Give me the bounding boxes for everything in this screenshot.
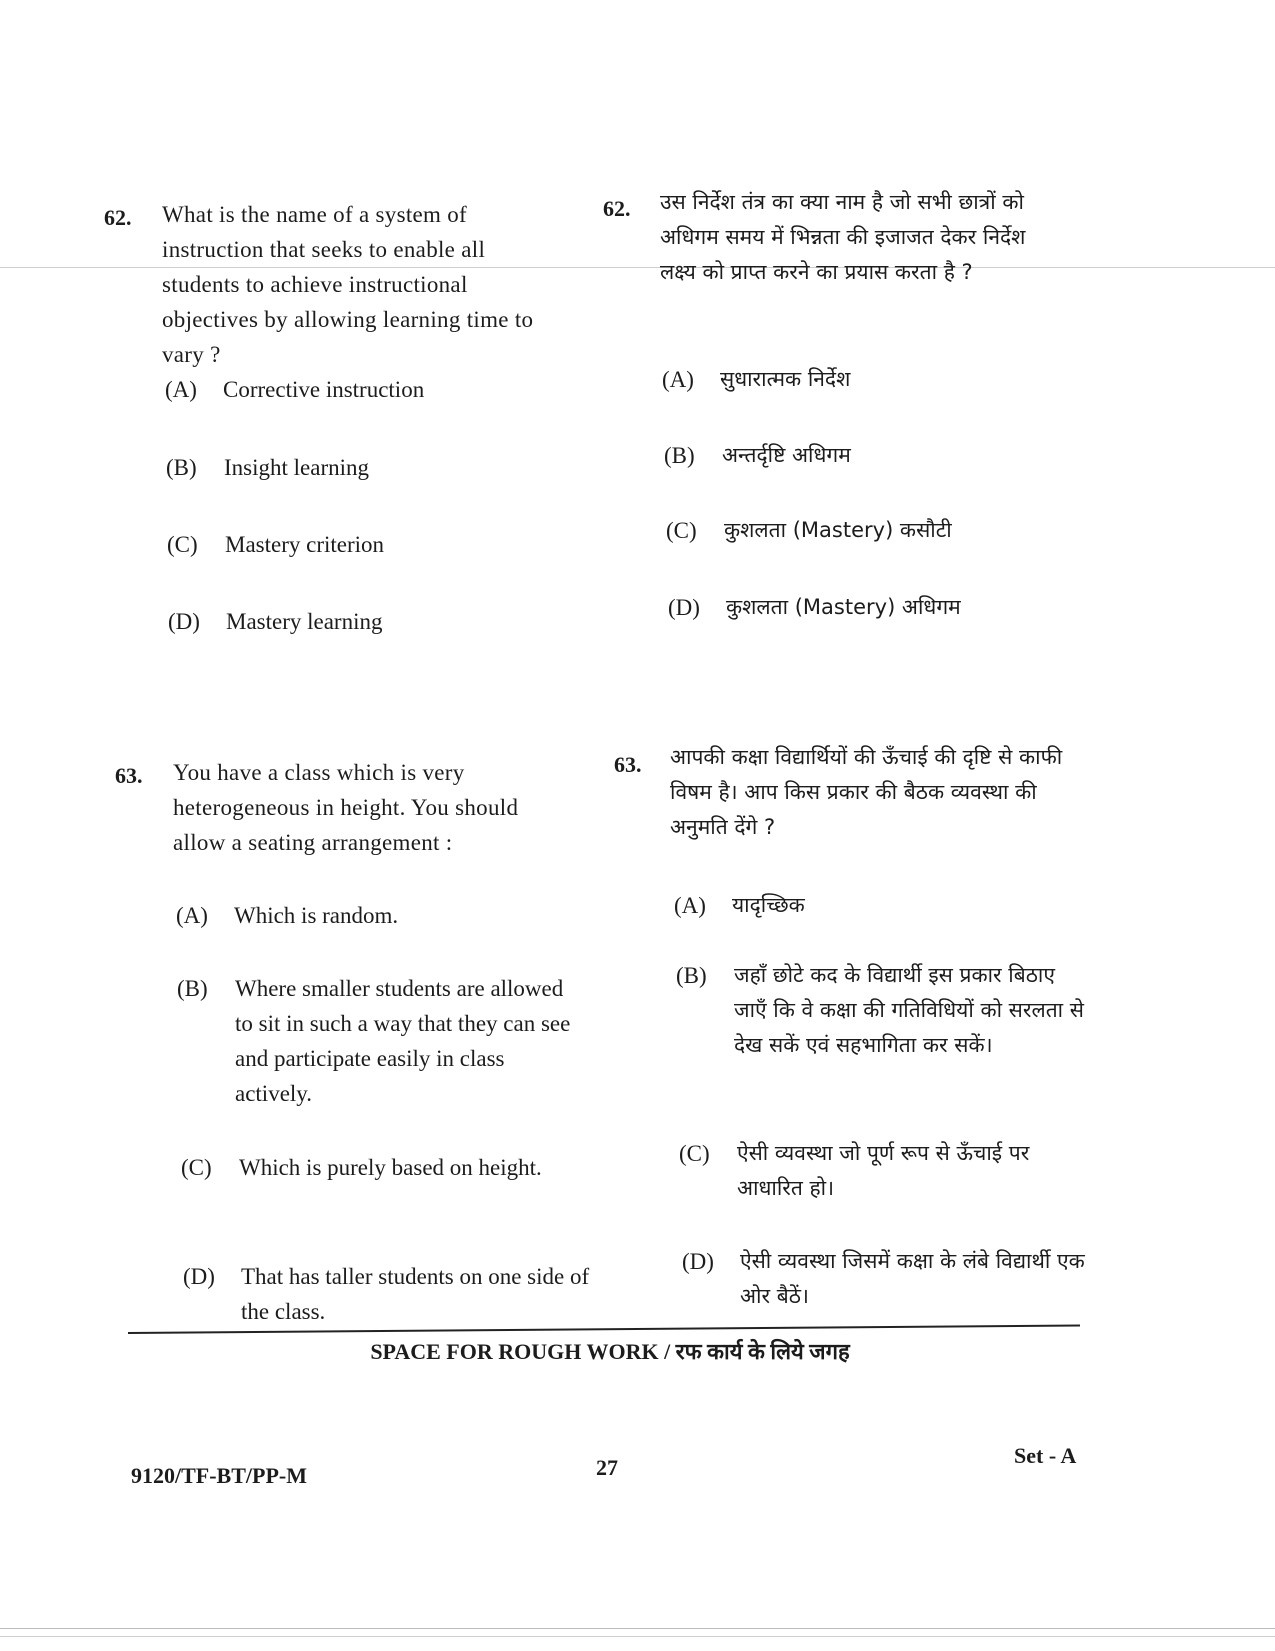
option-letter: (D): [682, 1249, 714, 1274]
option-text: Mastery criterion: [225, 532, 385, 557]
option-text: Which is purely based on height.: [239, 1155, 542, 1180]
q63-hi-option-b[interactable]: [676, 958, 1116, 1063]
q63-hi-option-a[interactable]: [674, 888, 1114, 923]
question-62-stem-en: What is the name of a system of instruction that seeks to enable all students to achieve instructional objectives by allowing learning time to vary ?: [162, 202, 534, 367]
paper-code: 9120/TF-BT/PP-M: [131, 1463, 307, 1488]
option-text: That has taller students on one side of the class.: [241, 1264, 590, 1324]
q63-hi-option-d[interactable]: [682, 1244, 1122, 1314]
q63-en-option-a[interactable]: [176, 898, 596, 933]
option-text: ऐसी व्यवस्था जो पूर्ण रूप से ऊँचाई पर आधारित हो।: [737, 1141, 1030, 1200]
option-text: यादृच्छिक: [732, 893, 805, 917]
option-letter: (A): [165, 377, 197, 402]
q63-en-option-b[interactable]: [177, 971, 597, 1111]
option-text: सुधारात्मक निर्देश: [720, 367, 851, 391]
option-text: Where smaller students are allowed to sit in such a way that they can see and participate easily in class actively.: [235, 976, 571, 1106]
set-label: Set - A: [1014, 1443, 1077, 1468]
q62-hi-option-c[interactable]: [666, 513, 1106, 548]
option-text: Mastery learning: [226, 609, 383, 634]
question-62-number-en: 62.: [104, 205, 132, 230]
question-62-text-en: [162, 197, 562, 372]
option-letter: (C): [679, 1141, 710, 1166]
question-63-number-en: 63.: [115, 763, 143, 788]
option-letter: (B): [664, 443, 695, 468]
option-letter: (B): [177, 976, 208, 1001]
option-text: अन्तर्दृष्टि अधिगम: [722, 443, 851, 467]
option-letter: (D): [168, 609, 200, 634]
page-number: 27: [596, 1455, 618, 1480]
q62-en-option-b[interactable]: [166, 450, 586, 485]
q62-hi-option-a[interactable]: [662, 362, 1102, 397]
q63-en-option-d[interactable]: [183, 1259, 603, 1329]
option-letter: (B): [166, 455, 197, 480]
question-62-number-hi: 62.: [603, 196, 631, 221]
q62-hi-option-d[interactable]: [668, 590, 1108, 625]
option-letter: (C): [167, 532, 198, 557]
question-63-text-hi: आपकी कक्षा विद्यार्थियों की ऊँचाई की दृष्टि से काफी विषम है। आप किस प्रकार की बैठक व्यवस्था की अनुमति देंगे ?: [670, 745, 1063, 839]
option-letter: (B): [676, 963, 707, 988]
q63-hi-option-c[interactable]: [679, 1136, 1119, 1206]
q62-en-option-c[interactable]: [167, 527, 587, 562]
option-text: Which is random.: [234, 903, 399, 928]
option-letter: (A): [176, 903, 208, 928]
question-63-stem-en: You have a class which is very heterogeneous in height. You should allow a seating arrangement :: [173, 760, 519, 855]
question-62-text-hi: उस निर्देश तंत्र का क्या नाम है जो सभी छात्रों को अधिगम समय में भिन्नता की इजाजत देकर निर्देश लक्ष्य को प्राप्त करने का प्रयास करता है ?: [660, 190, 1026, 284]
q62-en-option-d[interactable]: [168, 604, 588, 639]
option-letter: (D): [183, 1264, 215, 1289]
option-text: Insight learning: [224, 455, 369, 480]
option-letter: (A): [674, 893, 706, 918]
option-letter: (C): [181, 1155, 212, 1180]
option-text: जहाँ छोटे कद के विद्यार्थी इस प्रकार बिठाए जाएँ कि वे कक्षा की गतिविधियों को सरलता से देख सकें एवं सहभागिता कर सकें।: [734, 963, 1084, 1057]
option-text: ऐसी व्यवस्था जिसमें कक्षा के लंबे विद्यार्थी एक ओर बैठें।: [740, 1249, 1085, 1308]
question-63-number-hi: 63.: [614, 752, 642, 777]
scan-line: [0, 1628, 1275, 1629]
q62-en-option-a[interactable]: [165, 372, 585, 407]
option-letter: (C): [666, 518, 697, 543]
q62-hi-option-b[interactable]: [664, 438, 1104, 473]
option-letter: (D): [668, 595, 700, 620]
scan-line: [0, 1636, 1275, 1637]
option-text: कुशलता (Mastery) अधिगम: [726, 595, 961, 619]
question-63-text-en: [173, 755, 571, 860]
rough-work-label: SPACE FOR ROUGH WORK / रफ कार्य के लिये जगह: [370, 1339, 850, 1364]
q63-en-option-c[interactable]: [181, 1150, 601, 1185]
option-text: कुशलता (Mastery) कसौटी: [724, 518, 952, 542]
option-letter: (A): [662, 367, 694, 392]
option-text: Corrective instruction: [223, 377, 425, 402]
